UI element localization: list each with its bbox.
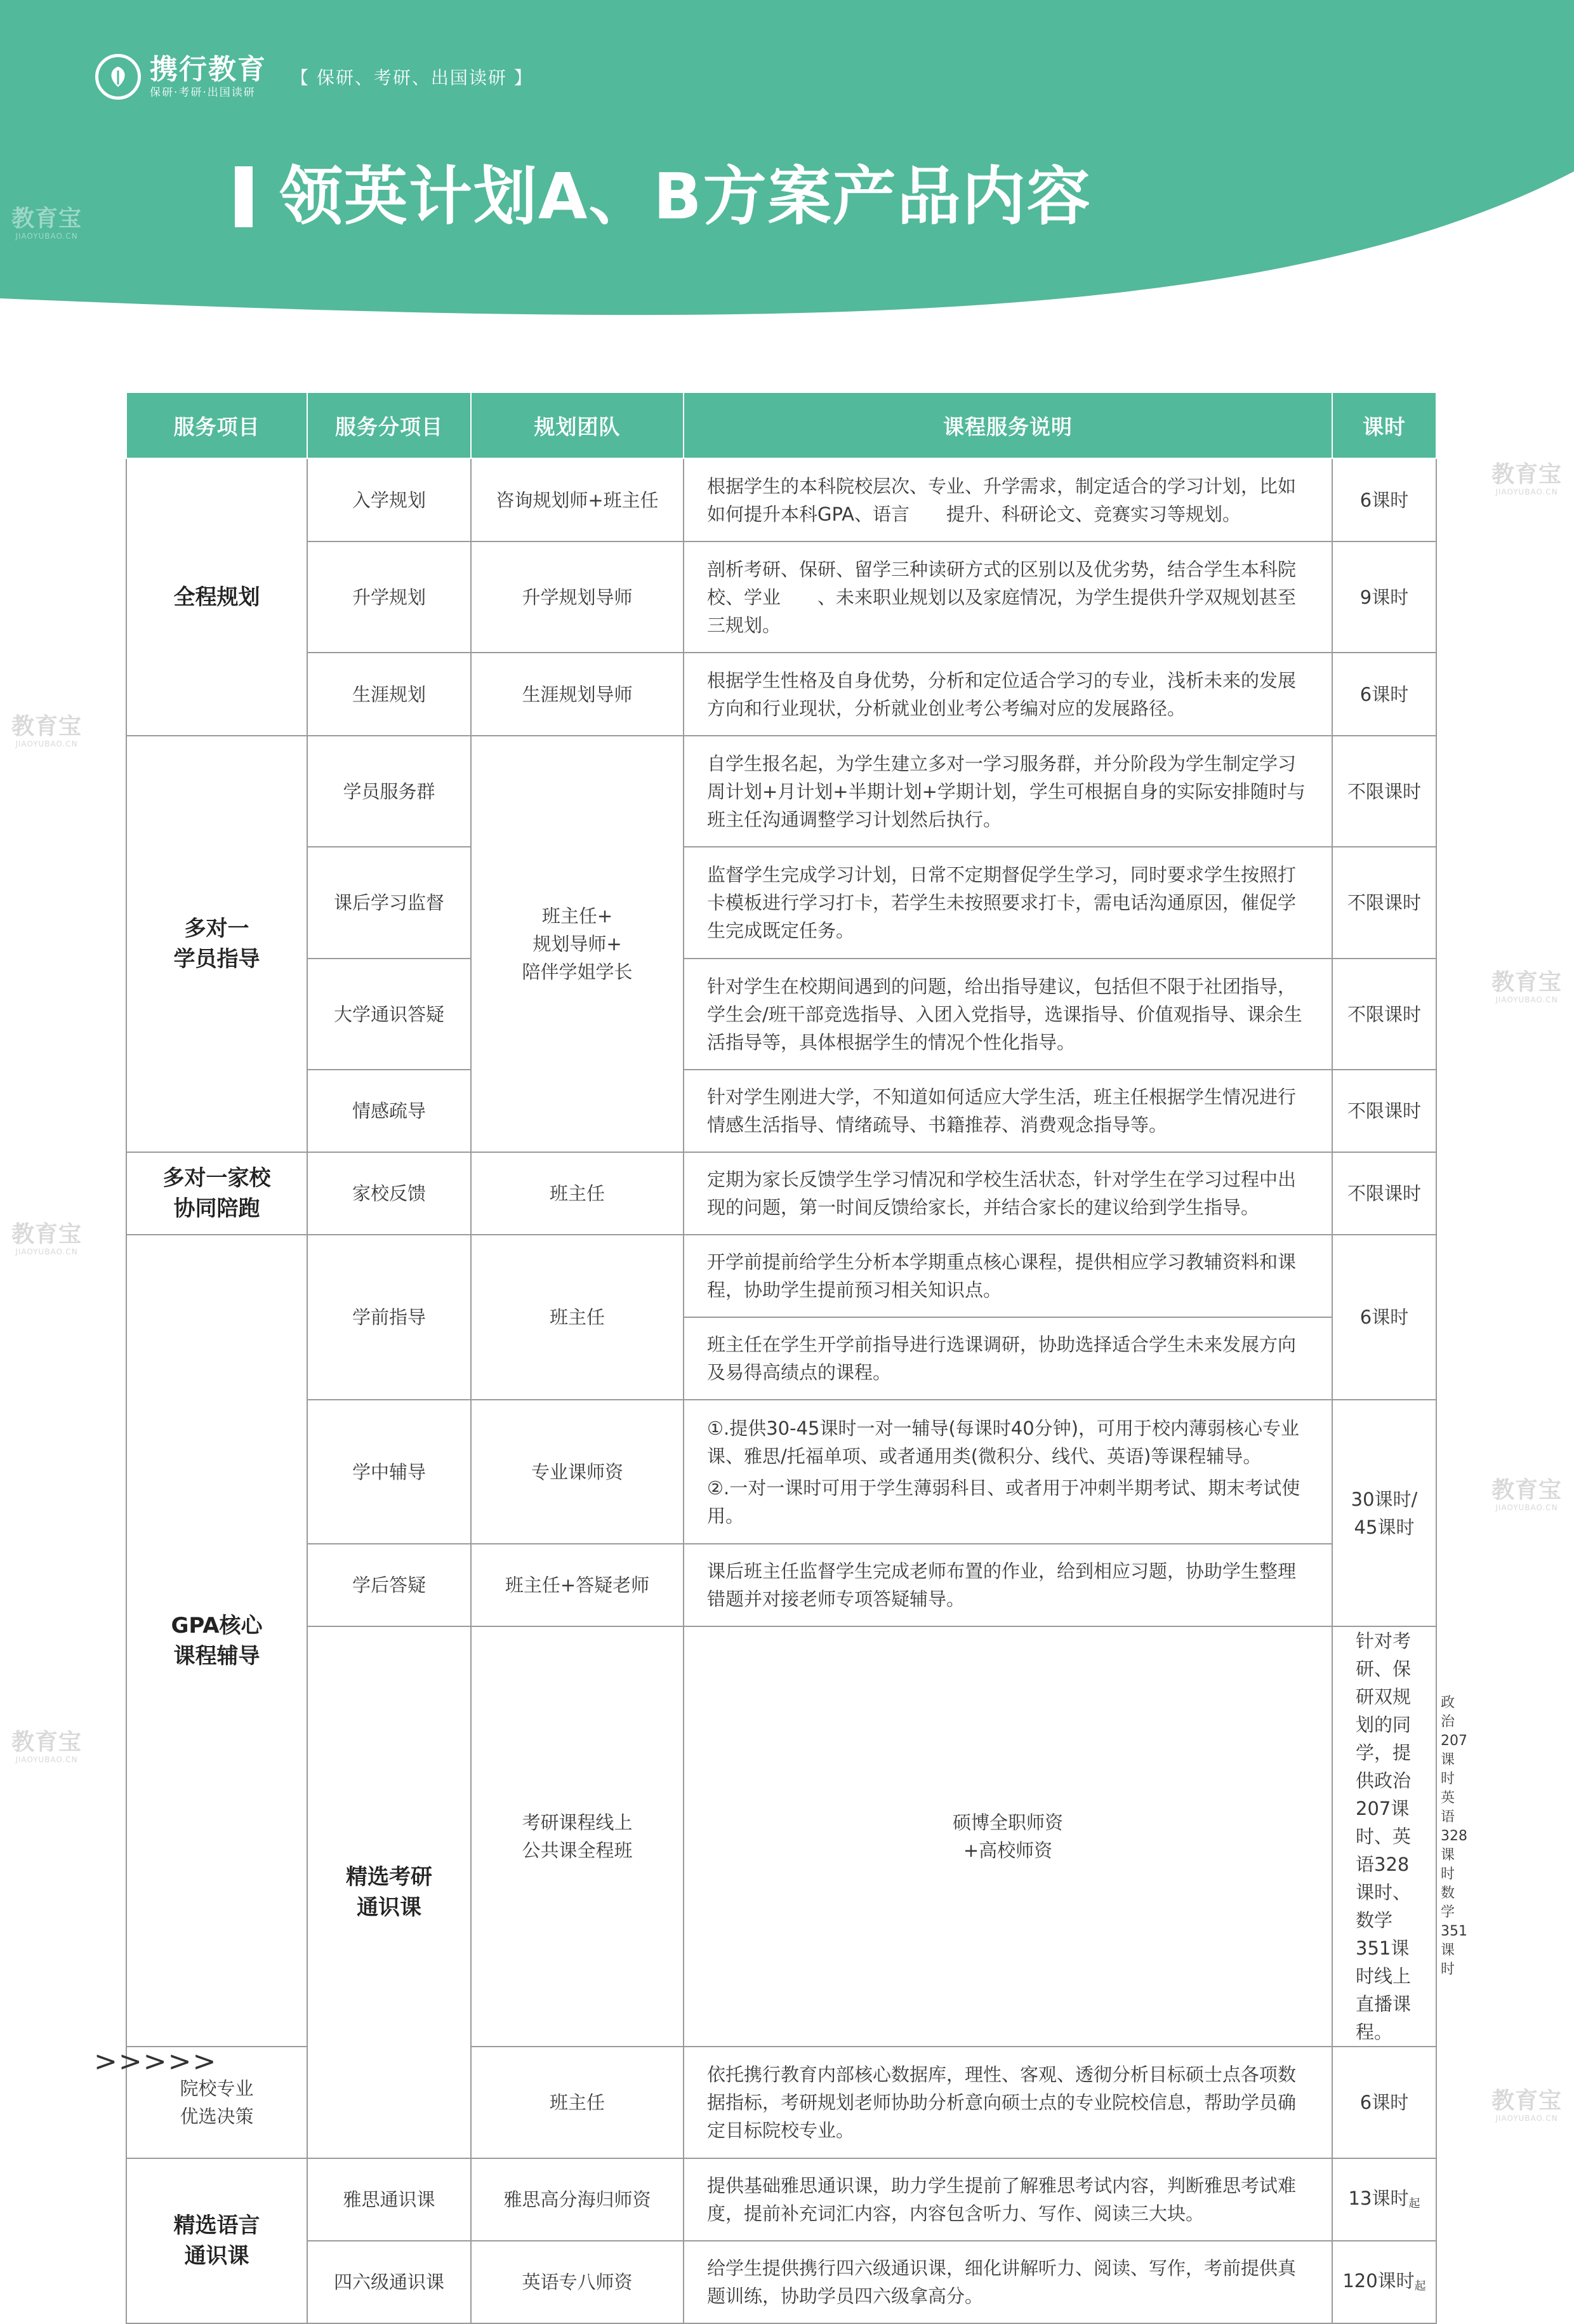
team-cell: 班主任+答疑老师 [471,1544,684,1626]
header-cell: 服务项目 [126,392,307,458]
table-row [126,736,1436,847]
hours-cell: 9课时 [1332,541,1436,653]
category-cell: 全程规划 [126,458,307,736]
category-cell: 精选语言 通识课 [126,2158,307,2323]
sub-item-cell: 学后答疑 [307,1544,471,1626]
description-cell: 监督学生完成学习计划，日常不定期督促学生学习，同时要求学生按照打卡模板进行学习打卡，若学生未按照要求打卡，需电话沟通原因，催促学生完成既定任务。 [684,847,1332,959]
logo-name: 携行教育 [150,53,267,86]
table-row: 精选考研 通识课 考研课程线上 公共课全程班 硕博全职师资 +高校师资 针对考研、保研双规划的同学，提供政治207课时、英语328课时、数学351课时线上直播课程。 政治207课时 英语328课时 数学351课时 [126,1626,1436,2047]
team-cell: 班主任 [471,1235,684,1400]
description-cell: 给学生提供携行四六级通识课，细化讲解听力、阅读、写作，考前提供真题训练，协助学员四六级拿高分。 [684,2241,1332,2323]
table-row [126,458,1436,541]
sub-item-cell: 生涯规划 [307,653,471,736]
sub-item-cell: 大学通识答疑 [307,959,471,1070]
table-header-row [126,392,1436,458]
hours-cell: 120课时$^起$ [1332,2241,1436,2323]
hours-cell: 不限课时 [1332,736,1436,847]
description-cell: 依托携行教育内部核心数据库，理性、客观、透彻分析目标硕士点各项数据指标，考研规划老师协助分析意向硕士点的专业院校信息，帮助学员确定目标院校专业。 [684,2047,1332,2158]
description-cell: 根据学生的本科院校层次、专业、升学需求，制定适合的学习计划，比如如何提升本科GPA、语言 提升、科研论文、竞赛实习等规划。 [684,458,1332,541]
table-row [126,1070,1436,1152]
table-row [126,2241,1436,2323]
sub-item-cell: 情感疏导 [307,1070,471,1152]
description-cell: ①.提供30-45课时一对一辅导(每课时40分钟)，可用于校内薄弱核心专业课、雅思/托福单项、或者通用类(微积分、线代、英语)等课程辅导。 ②.一对一课时可用于学生薄弱科目、或者用于冲刺半期考试、期末考试使用。 [684,1400,1332,1544]
team-cell: 生涯规划导师 [471,653,684,736]
sub-item-cell: 升学规划 [307,541,471,653]
description-cell: 班主任在学生开学前指导进行选课调研，协助选择适合学生未来发展方向及易得高绩点的课程。 [684,1317,1332,1400]
logo-tagline: 【 保研、考研、出国读研 】 [291,67,533,88]
description-cell: 针对学生在校期间遇到的问题，给出指导建议，包括但不限于社团指导，学生会/班干部竞选指导、入团入党指导，选课指导、价值观指导、课余生活指导等，具体根据学生的情况个性化指导。 [684,959,1332,1070]
description-cell: 提供基础雅思通识课，助力学生提前了解雅思考试内容，判断雅思考试难度，提前补充词汇内容，内容包含听力、写作、阅读三大块。 [684,2158,1332,2241]
team-cell: 班主任 [471,2047,684,2158]
category-cell: 多对一家校 协同陪跑 [126,1152,307,1235]
category-cell: 多对一 学员指导 [126,736,307,1152]
watermark: 教育宝 JIAOYUBAO.CN [11,206,83,241]
description-cell: 针对考研、保研双规划的同学，提供政治207课时、英语328课时、数学351课时线上直播课程。 [1332,1626,1436,2047]
sub-item-cell: 学前指导 [307,1235,471,1400]
watermark: 教育宝 JIAOYUBAO.CN [11,1221,83,1256]
table-row [126,1400,1436,1544]
table-row [126,2158,1436,2241]
team-cell: 专业课师资 [471,1400,684,1544]
page-title: 领英计划A、B方案产品内容 [279,159,1092,234]
sub-item-cell: 院校专业 优选决策 [126,2047,307,2158]
service-table [126,392,1467,2324]
description-cell: 课后班主任监督学生完成老师布置的作业，给到相应习题，协助学生整理错题并对接老师专项答疑辅导。 [684,1544,1332,1626]
table-row [126,541,1436,653]
hours-cell: 不限课时 [1332,847,1436,959]
table-row [126,1235,1436,1317]
hours-cell: 6课时 [1332,1235,1436,1400]
sub-item-cell: 家校反馈 [307,1152,471,1235]
title-accent-bar [235,166,253,227]
brand-logo [95,54,533,100]
hours-cell: 不限课时 [1332,1070,1436,1152]
sub-item-cell: 学员服务群 [307,736,471,847]
sub-item-cell: 课后学习监督 [307,847,471,959]
team-cell: 雅思高分海归师资 [471,2158,684,2241]
table-row [126,959,1436,1070]
hours-cell: 不限课时 [1332,1152,1436,1235]
team-cell: 咨询规划师+班主任 [471,458,684,541]
category-cell: GPA核心 课程辅导 [126,1235,307,2047]
description-cell: 根据学生性格及自身优势，分析和定位适合学习的专业，浅析未来的发展方向和行业现状，分析就业创业考公考编对应的发展路径。 [684,653,1332,736]
watermark: 教育宝 JIAOYUBAO.CN [1491,461,1563,496]
team-cell: 英语专八师资 [471,2241,684,2323]
description-cell: 定期为家长反馈学生学习情况和学校生活状态，针对学生在学习过程中出现的问题，第一时间反馈给家长，并结合家长的建议给到学生指导。 [684,1152,1332,1235]
team-cell: 班主任+ 规划导师+ 陪伴学姐学长 [471,736,684,1152]
watermark: 教育宝 JIAOYUBAO.CN [1491,2088,1563,2123]
table-row [126,653,1436,736]
sub-item-cell: 考研课程线上 公共课全程班 [471,1626,684,2047]
footer-arrows: >>>>> [94,2045,218,2078]
table-row [126,847,1436,959]
logo-subtitle: 保研·考研·出国读研 [150,86,256,99]
sub-item-cell: 学中辅导 [307,1400,471,1544]
watermark: 教育宝 JIAOYUBAO.CN [1491,969,1563,1004]
hours-cell: 30课时/ 45课时 [1332,1400,1436,1626]
category-cell: 精选考研 通识课 [307,1626,471,2158]
header-cell: 服务分项目 [307,392,471,458]
description-cell: 自学生报名起，为学生建立多对一学习服务群，并分阶段为学生制定学习周计划+月计划+半期计划+学期计划，学生可根据自身的实际安排随时与班主任沟通调整学习计划然后执行。 [684,736,1332,847]
watermark: 教育宝 JIAOYUBAO.CN [11,714,83,748]
table-row [126,1544,1436,1626]
hours-cell: 13课时$^起$ [1332,2158,1436,2241]
hours-cell: 6课时 [1332,2047,1436,2158]
watermark: 教育宝 JIAOYUBAO.CN [11,1729,83,1764]
header-cell: 规划团队 [471,392,684,458]
description-cell: 针对学生刚进大学，不知道如何适应大学生活，班主任根据学生情况进行情感生活指导、情绪疏导、书籍推荐、消费观念指导等。 [684,1070,1332,1152]
leaf-icon [104,63,132,91]
description-cell: 剖析考研、保研、留学三种读研方式的区别以及优劣势，结合学生本科院校、学业 、未来职业规划以及家庭情况，为学生提供升学双规划甚至三规划。 [684,541,1332,653]
team-cell: 升学规划导师 [471,541,684,653]
header-cell: 课时 [1332,392,1436,458]
hours-cell: 6课时 [1332,458,1436,541]
description-cell: 开学前提前给学生分析本学期重点核心课程，提供相应学习教辅资料和课程，协助学生提前预习相关知识点。 [684,1235,1332,1317]
header-cell: 课程服务说明 [684,392,1332,458]
table-row [126,1152,1436,1235]
logo-emblem-icon [95,54,141,100]
sub-item-cell: 四六级通识课 [307,2241,471,2323]
watermark: 教育宝 JIAOYUBAO.CN [1491,1477,1563,1512]
hours-cell: 6课时 [1332,653,1436,736]
sub-item-cell: 雅思通识课 [307,2158,471,2241]
team-cell: 硕博全职师资 +高校师资 [684,1626,1332,2047]
team-cell: 班主任 [471,1152,684,1235]
hours-cell: 不限课时 [1332,959,1436,1070]
sub-item-cell: 入学规划 [307,458,471,541]
